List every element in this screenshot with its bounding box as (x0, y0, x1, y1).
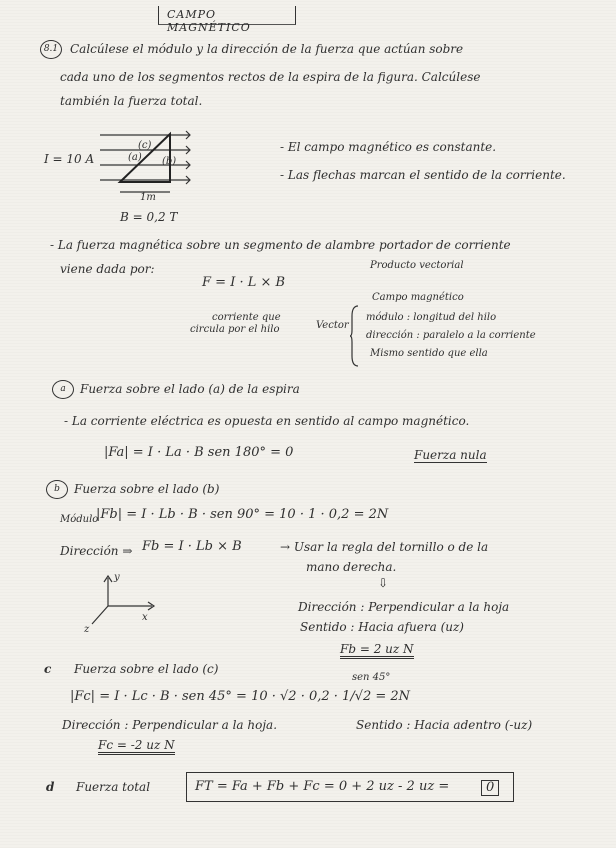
note-1: - El campo magnético es constante. (280, 140, 497, 154)
part-b-modulo-equation: |Fb| = I · Lb · B · sen 90° = 10 · 1 · 0,2 = 2N (96, 507, 389, 522)
part-b-direction-equation: Fb = I · Lb × B (142, 539, 242, 554)
segment-c-label: (c) (138, 140, 152, 151)
axis-z-label: z (84, 624, 90, 635)
problem-number-circle (40, 40, 62, 59)
note-2: - Las flechas marcan el sentido de la corriente. (280, 168, 566, 182)
part-b-rule-2: mano derecha. (306, 560, 397, 574)
part-c-sen-note: sen 45° (352, 672, 391, 683)
axes-diagram (88, 574, 158, 634)
magnetic-field-label: Campo magnético (372, 292, 464, 303)
part-a-result: Fuerza nula (414, 448, 487, 462)
field-label: B = 0,2 T (120, 210, 178, 224)
total-marker (46, 780, 54, 794)
total-result: 0 (481, 780, 499, 796)
intro-line-2: viene dada por: (60, 262, 155, 276)
part-b-rule-1: → Usar la regla del tornillo o de la (280, 540, 489, 554)
part-b-modulo-label: Módulo (60, 514, 99, 525)
part-a-label: a (60, 384, 66, 394)
vector-bullet-2: dirección : paralelo a la corriente (366, 330, 536, 341)
part-c-sense: Sentido : Hacia adentro (-uz) (356, 718, 533, 732)
z-axis (92, 606, 108, 624)
title-box (158, 6, 296, 34)
brace-path (350, 306, 358, 366)
vector-label: Vector (316, 320, 349, 331)
brace (350, 306, 360, 366)
part-a-marker (52, 380, 74, 399)
formula-rest: = I · L × B (215, 275, 286, 290)
part-b-direction-label: Dirección ⇒ (60, 544, 133, 558)
problem-line-3: también la fuerza total. (60, 94, 203, 108)
current-note-2: circula por el hilo (190, 324, 280, 335)
part-b-result: Fb = 2 uz N (340, 642, 414, 659)
axis-y-label: y (114, 572, 120, 583)
vector-bullet-3: Mismo sentido que ella (370, 348, 488, 359)
length-label: 1m (140, 192, 156, 203)
part-c-heading: Fuerza sobre el lado (c) (74, 662, 219, 676)
intro-line-1: - La fuerza magnética sobre un segmento de alambre portador de corriente (50, 238, 511, 252)
total-label: d (46, 780, 55, 794)
current-label: I = 10 A (44, 152, 95, 166)
problem-line-1: Calcúlese el módulo y la dirección de la fuerza que actúan sobre (70, 42, 464, 56)
part-b-label: b (54, 484, 60, 494)
vector-bullet-1: módulo : longitud del hilo (366, 312, 497, 323)
part-c-label: c (44, 662, 52, 676)
axis-x-label: x (142, 612, 148, 623)
vector-product-label: Producto vectorial (370, 260, 464, 271)
down-arrow-icon: ⇩ (378, 576, 389, 590)
problem-number: 8.1 (43, 44, 59, 54)
part-b-direction: Dirección : Perpendicular a la hoja (298, 600, 510, 614)
part-b-sense: Sentido : Hacia afuera (uz) (300, 620, 464, 634)
loop-figure (100, 120, 200, 220)
segment-b-label: (b) (162, 156, 177, 167)
part-a-line-1: - La corriente eléctrica es opuesta en sentido al campo magnético. (64, 414, 470, 428)
total-heading: Fuerza total (76, 780, 151, 794)
page-title: CAMPO MAGNÉTICO (167, 8, 251, 34)
formula-F: F (202, 275, 212, 290)
part-c-marker (44, 662, 51, 676)
part-c-direction: Dirección : Perpendicular a la hoja. (62, 718, 278, 732)
part-b-marker (46, 480, 68, 499)
problem-line-2: cada uno de los segmentos rectos de la espira de la figura. Calcúlese (60, 70, 481, 84)
total-box (186, 772, 514, 802)
part-a-heading: Fuerza sobre el lado (a) de la espira (80, 382, 300, 396)
part-c-result: Fc = -2 uz N (98, 738, 175, 755)
current-note-1: corriente que (212, 312, 281, 323)
segment-a-label: (a) (128, 152, 142, 163)
part-b-heading: Fuerza sobre el lado (b) (74, 482, 220, 496)
force-formula (202, 276, 285, 290)
part-c-equation: |Fc| = I · Lc · B · sen 45° = 10 · √2 · 0,2 · 1/√2 = 2N (70, 689, 411, 704)
total-equation: FT = Fa + Fb + Fc = 0 + 2 uz - 2 uz = (195, 779, 450, 794)
part-a-equation: |Fa| = I · La · B sen 180° = 0 (104, 445, 294, 460)
